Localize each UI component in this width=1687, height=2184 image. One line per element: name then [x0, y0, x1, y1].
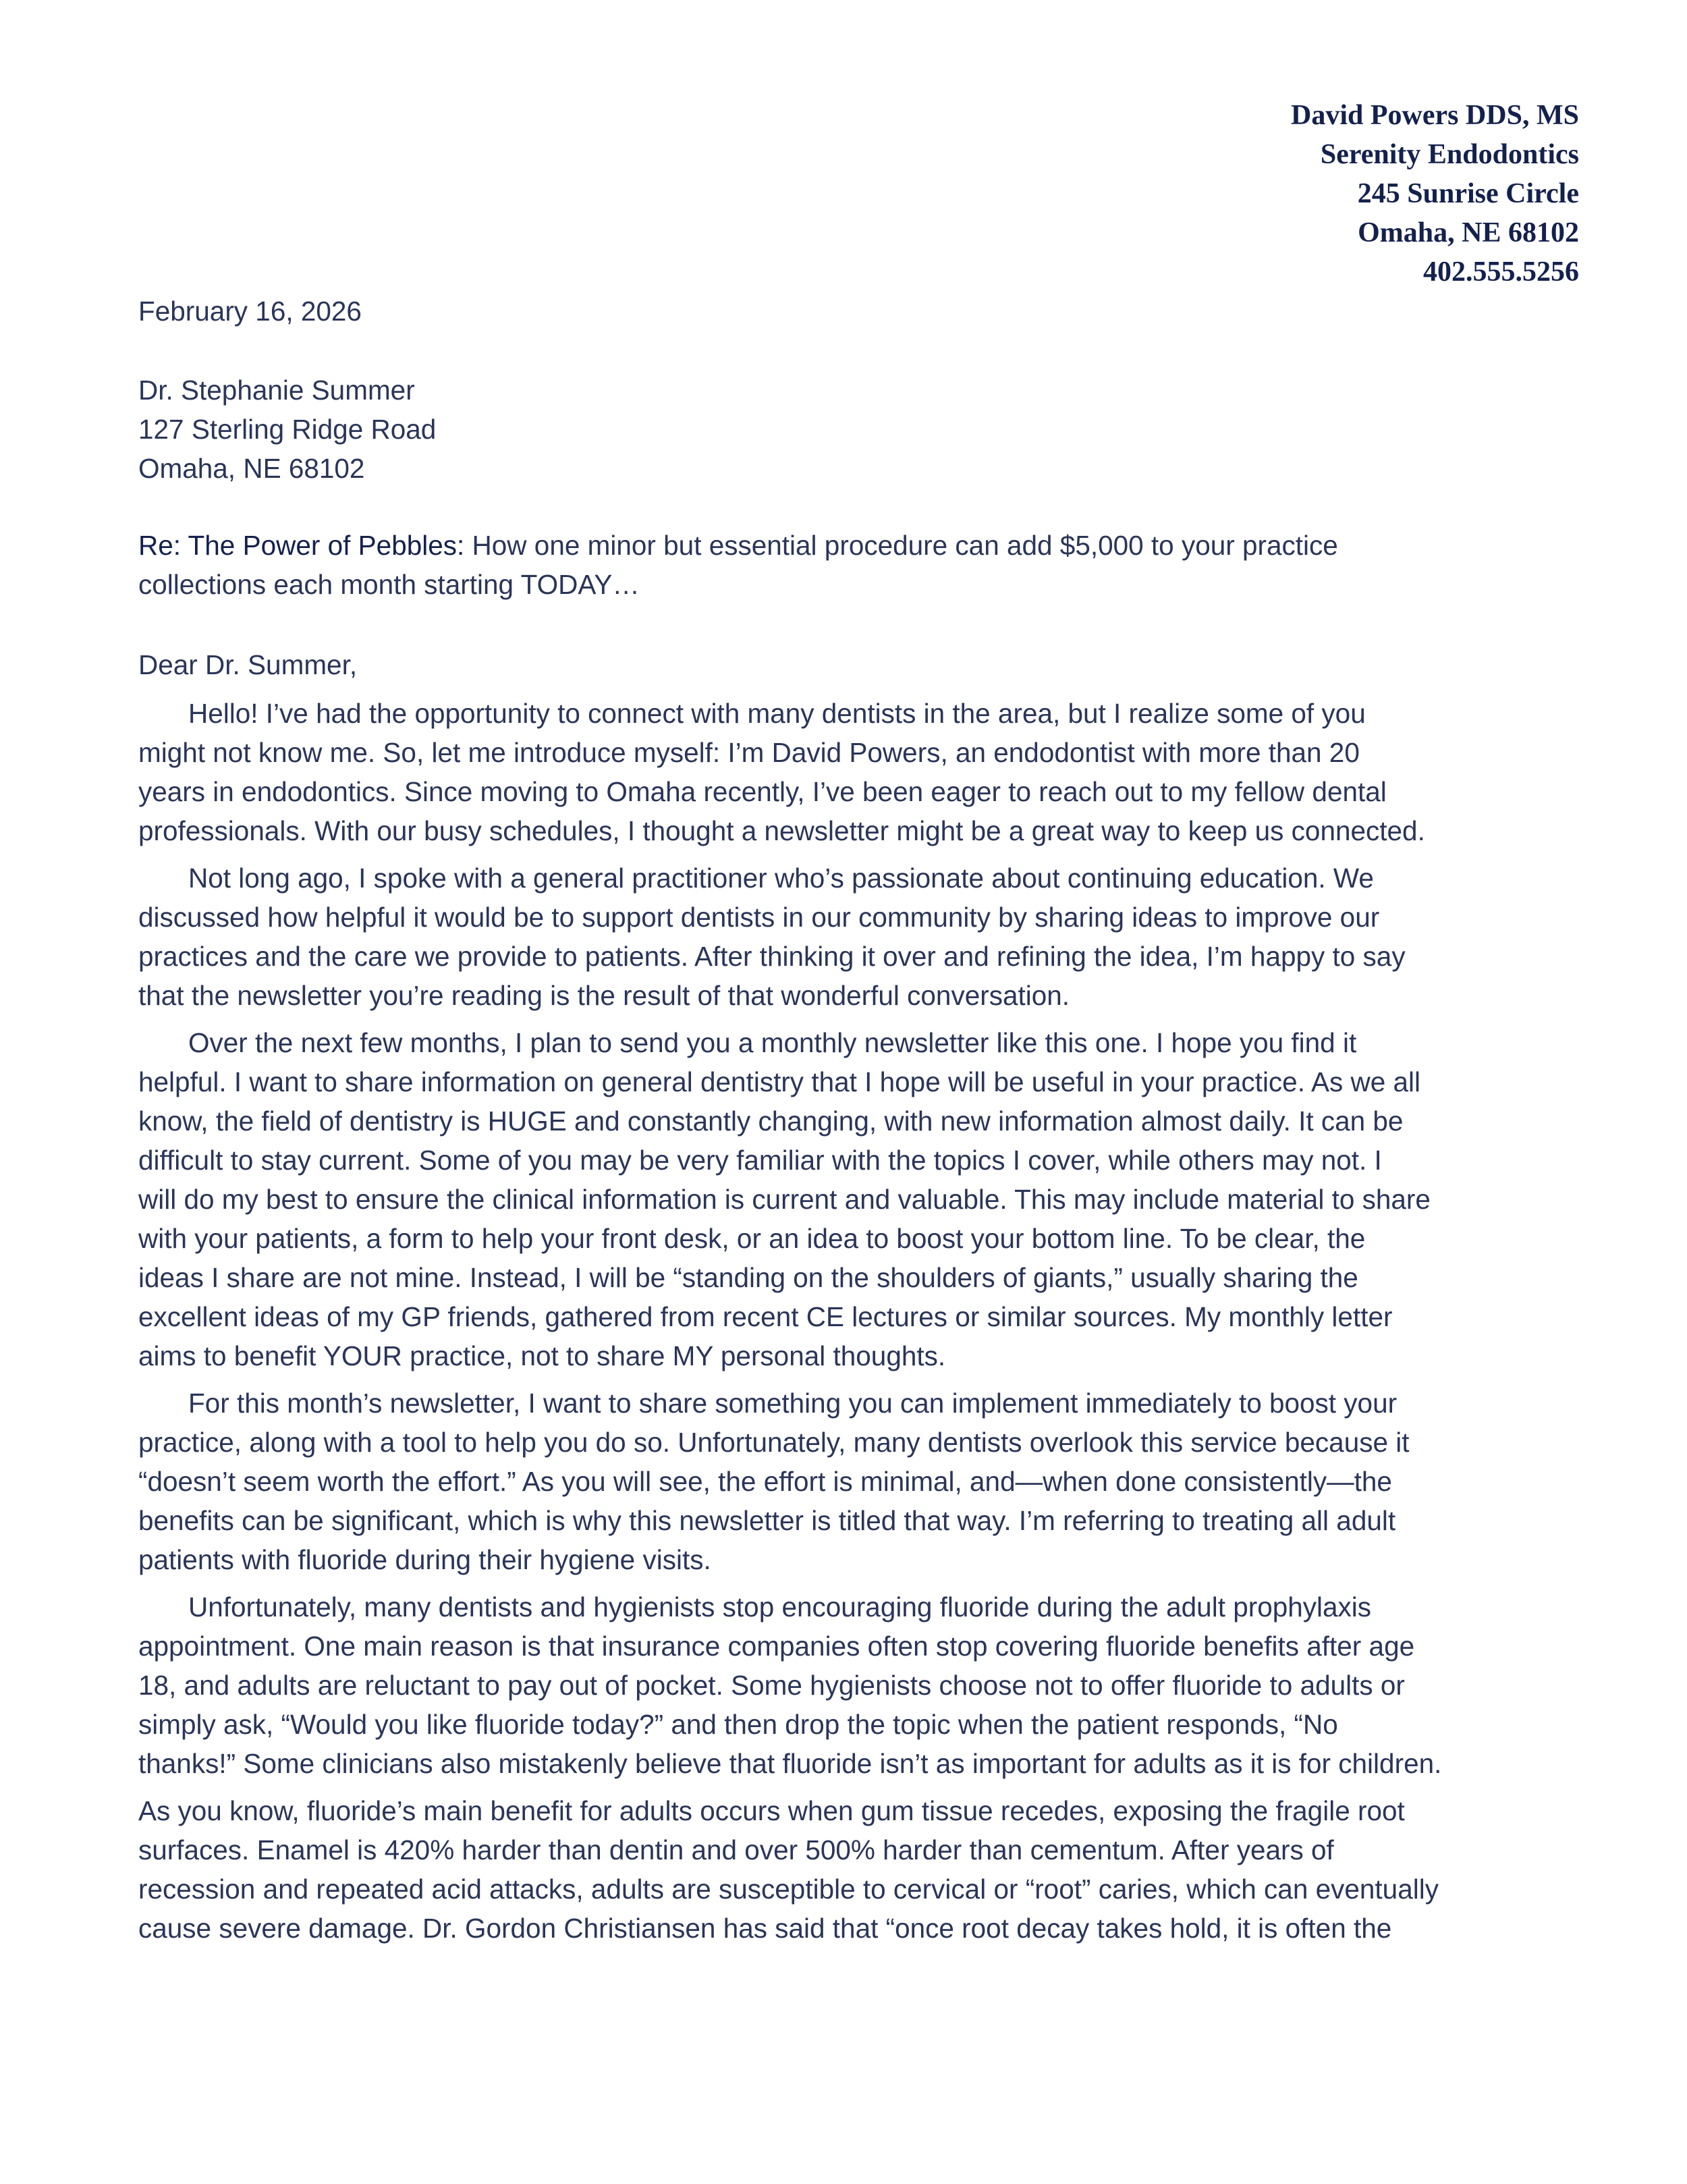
- body-paragraph: [138, 858, 1552, 1015]
- body-paragraph: [138, 1384, 1552, 1579]
- paragraph-line: discussed how helpful it would be to support dentists in our community by sharing ideas to improve our: [138, 902, 1380, 933]
- paragraph-line: practices and the care we provide to patients. After thinking it over and refining the idea, I’m happy to say: [138, 941, 1406, 972]
- letter-body: [138, 694, 1552, 1956]
- sender-street: 245 Sunrise Circle: [1357, 178, 1579, 209]
- recipient-street: 127 Sterling Ridge Road: [138, 414, 437, 445]
- paragraph-line: surfaces. Enamel is 420% harder than dentin and over 500% harder than cementum. After years of: [138, 1834, 1334, 1865]
- paragraph-line: excellent ideas of my GP friends, gathered from recent CE lectures or similar sources. My monthly letter: [138, 1301, 1393, 1332]
- subject-label: Re: The Power of Pebbles:: [138, 530, 465, 561]
- paragraph-line: with your patients, a form to help your front desk, or an idea to boost your bottom line. To be clear, the: [138, 1223, 1366, 1254]
- paragraph-line: “doesn’t seem worth the effort.” As you will see, the effort is minimal, and—when done consistently—the: [138, 1466, 1392, 1497]
- paragraph-line: might not know me. So, let me introduce myself: I’m David Powers, an endodontist with more than 20: [138, 737, 1360, 768]
- sender-phone: 402.555.5256: [1423, 256, 1579, 288]
- paragraph-line: that the newsletter you’re reading is the result of that wonderful conversation.: [138, 980, 1070, 1011]
- paragraph-line: Not long ago, I spoke with a general practitioner who’s passionate about continuing education. We: [188, 863, 1374, 894]
- recipient-name: Dr. Stephanie Summer: [138, 375, 415, 406]
- paragraph-line: practice, along with a tool to help you do so. Unfortunately, many dentists overlook this service because it: [138, 1427, 1410, 1458]
- paragraph-line: ideas I share are not mine. Instead, I will be “standing on the shoulders of giants,” usually sharing the: [138, 1262, 1358, 1293]
- subject-text-line-2: collections each month starting TODAY…: [138, 569, 640, 600]
- subject-text-line-1: How one minor but essential procedure can add $5,000 to your practice: [464, 530, 1338, 561]
- paragraph-line: years in endodontics. Since moving to Omaha recently, I’ve been eager to reach out to my fellow dental: [138, 776, 1387, 807]
- practice-name: Serenity Endodontics: [1320, 139, 1579, 170]
- paragraph-line: For this month’s newsletter, I want to share something you can implement immediately to boost your: [188, 1388, 1398, 1419]
- body-paragraph: [138, 1023, 1552, 1375]
- letter-date: February 16, 2026: [138, 296, 362, 327]
- paragraph-line: benefits can be significant, which is why this newsletter is titled that way. I’m referring to treating all adult: [138, 1505, 1396, 1536]
- paragraph-line: will do my best to ensure the clinical information is current and valuable. This may include material to share: [138, 1184, 1431, 1215]
- body-paragraph: [138, 1587, 1552, 1783]
- recipient-city: Omaha, NE 68102: [138, 453, 365, 484]
- paragraph-line: cause severe damage. Dr. Gordon Christiansen has said that “once root decay takes hold, it is often the: [138, 1913, 1392, 1944]
- paragraph-line: know, the field of dentistry is HUGE and constantly changing, with new information almost daily. It can be: [138, 1105, 1404, 1137]
- paragraph-line: thanks!” Some clinicians also mistakenly believe that fluoride isn’t as important for adults as it is for children.: [138, 1748, 1442, 1779]
- paragraph-line: Over the next few months, I plan to send you a monthly newsletter like this one. I hope you find it: [188, 1027, 1357, 1058]
- body-paragraph: [138, 1791, 1552, 1948]
- paragraph-line: Hello! I’ve had the opportunity to connect with many dentists in the area, but I realize some of you: [188, 698, 1366, 729]
- paragraph-line: As you know, fluoride’s main benefit for adults occurs when gum tissue recedes, exposing the fragile root: [138, 1795, 1405, 1826]
- paragraph-line: helpful. I want to share information on general dentistry that I hope will be useful in your practice. As we all: [138, 1066, 1421, 1097]
- paragraph-line: 18, and adults are reluctant to pay out of pocket. Some hygienists choose not to offer fluoride to adults or: [138, 1670, 1405, 1701]
- paragraph-line: professionals. With our busy schedules, I thought a newsletter might be a great way to keep us connected.: [138, 815, 1425, 846]
- paragraph-line: appointment. One main reason is that insurance companies often stop covering fluoride benefits after age: [138, 1631, 1415, 1662]
- salutation: Dear Dr. Summer,: [138, 649, 358, 680]
- recipient-address: [138, 371, 1555, 488]
- paragraph-line: patients with fluoride during their hygiene visits.: [138, 1544, 711, 1575]
- paragraph-line: difficult to stay current. Some of you may be very familiar with the topics I cover, while others may not. I: [138, 1145, 1382, 1176]
- body-paragraph: [138, 694, 1552, 850]
- subject-line: [138, 526, 1555, 604]
- paragraph-line: recession and repeated acid attacks, adults are susceptible to cervical or “root” caries, which can eventually: [138, 1874, 1439, 1905]
- paragraph-line: aims to benefit YOUR practice, not to share MY personal thoughts.: [138, 1340, 946, 1371]
- sender-city: Omaha, NE 68102: [1358, 217, 1579, 248]
- paragraph-line: Unfortunately, many dentists and hygienists stop encouraging fluoride during the adult prophylaxis: [188, 1591, 1372, 1622]
- paragraph-line: simply ask, “Would you like fluoride today?” and then drop the topic when the patient responds, “No: [138, 1709, 1338, 1740]
- letterhead: [1291, 96, 1579, 292]
- sender-name: David Powers DDS, MS: [1291, 100, 1579, 131]
